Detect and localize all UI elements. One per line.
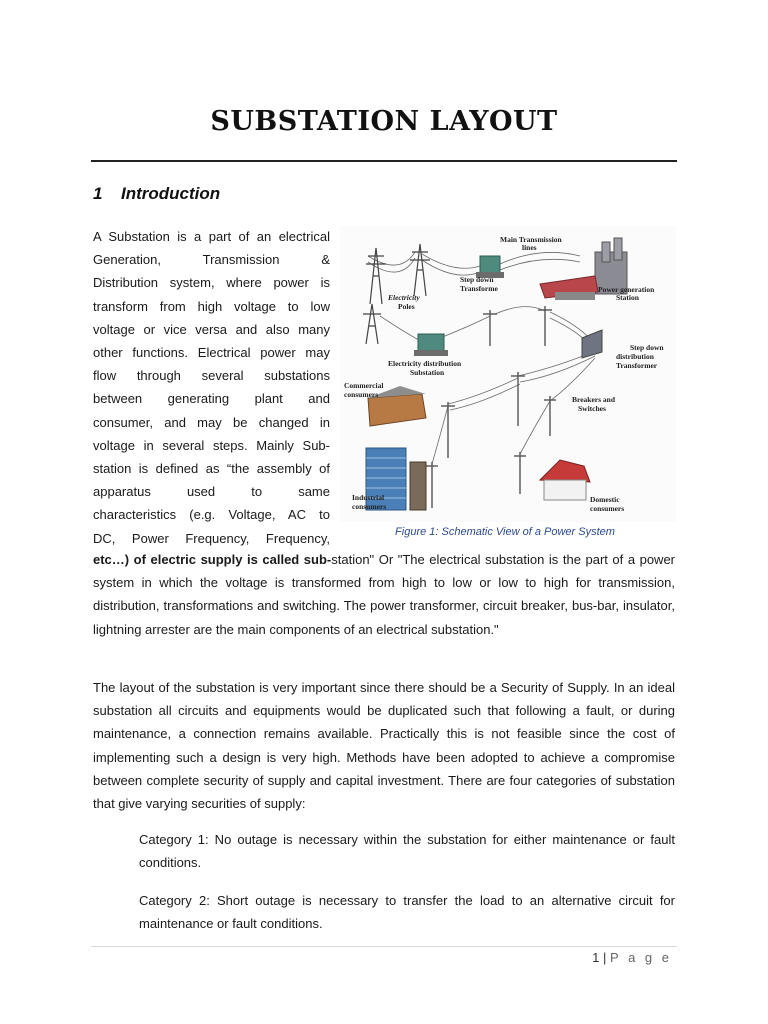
section-number: 1 [93, 184, 103, 203]
footer-separator: | [603, 950, 607, 965]
label-step-down-distribution-2: distribution [616, 352, 654, 361]
power-system-figure [340, 226, 676, 522]
label-power-generation: Power generation [598, 285, 655, 294]
intro-line: station is defined as “the assembly of [93, 461, 330, 477]
section-heading [93, 184, 220, 204]
document-title: SUBSTATION LAYOUT [210, 106, 558, 137]
label-commercial-2: consumers [344, 390, 379, 399]
intro-column [93, 225, 330, 550]
intro-line: voltage or vice versa and also many [93, 321, 330, 337]
intro-line: between generating plant and [93, 391, 330, 407]
figure-caption: Figure 1: Schematic View of a Power System [395, 526, 615, 538]
label-power-generation-2: Station [616, 293, 639, 302]
footer-rule [91, 946, 677, 947]
intro-line: characteristics (e.g. Voltage, AC to [93, 507, 330, 523]
intro-line: apparatus used to same [93, 484, 330, 500]
label-commercial: Commercial [344, 381, 384, 390]
intro-line: DC, Power Frequency, Frequency, [93, 530, 330, 546]
intro-line: Distribution system, where power is [93, 275, 330, 291]
category-1: Category 1: No outage is necessary within the substation for either maintenance or fault conditions. [139, 832, 675, 871]
category-2: Category 2: Short outage is necessary to transfer the load to an alternative circuit for maintenance or fault conditions. [139, 893, 675, 932]
title-rule [91, 160, 677, 162]
label-distribution-substation: Electricity distribution [388, 359, 462, 368]
distribution-substation [414, 334, 448, 356]
label-distribution-substation-2: Substation [410, 368, 445, 377]
paragraph-1-rest: station" Or "The electrical substation is the part of a power system in which the voltage is transformed from high to low or low to high for transmission, distribution, transformations and switching. The power transformer, circuit breaker, bus-bar, insulator, lightning arrester are the main components of an electrical substation." [93, 552, 676, 637]
label-main-transmission: Main Transmission [500, 235, 562, 244]
intro-line: consumer, and may be changed in [93, 414, 330, 430]
intro-line: other functions. Electrical power may [93, 345, 330, 361]
intro-line: transform from high voltage to low [93, 298, 330, 314]
label-main-transmission-2: lines [522, 243, 537, 252]
label-industrial-2: consumers [352, 502, 387, 511]
label-industrial: Industrial [352, 493, 385, 502]
label-electricity-poles: Electricity [388, 293, 420, 302]
label-step-down-2: Transforme [460, 284, 498, 293]
paragraph-1-lead: etc…) of electric supply is called sub- [93, 552, 332, 567]
paragraph-2: The layout of the substation is very important since there should be a Security of Supply. In an ideal substation all circuits and equipments would be duplicated such that following a fault, or during maintenance, a connection remains available. Practically this is not feasible since the cost of implementing such a design is very high. Methods have been adopted to achieve a compromise between complete security of supply and capital investment. There are four categories of substation that give varying securities of supply: [93, 680, 675, 812]
label-step-down: Step down [460, 275, 494, 284]
label-breakers: Breakers and [572, 395, 615, 404]
page-footer [592, 950, 672, 965]
intro-line: A Substation is a part of an electrical [93, 229, 330, 244]
page-label: P a g e [610, 950, 672, 965]
label-domestic: Domestic [590, 495, 620, 504]
label-breakers-2: Switches [578, 404, 606, 413]
page-number: 1 [592, 950, 600, 965]
paragraph-1 [93, 548, 675, 641]
label-step-down-distribution-3: Transformer [616, 361, 658, 370]
label-domestic-2: consumers [590, 504, 625, 513]
intro-line: flow through several substations [93, 368, 330, 384]
label-electricity-poles-2: Poles [398, 302, 415, 311]
label-step-down-distribution: Step down [630, 343, 664, 352]
intro-line: voltage in several steps. Mainly Sub- [93, 437, 330, 453]
section-title: Introduction [121, 184, 221, 203]
intro-line: Generation, Transmission & [93, 252, 330, 268]
